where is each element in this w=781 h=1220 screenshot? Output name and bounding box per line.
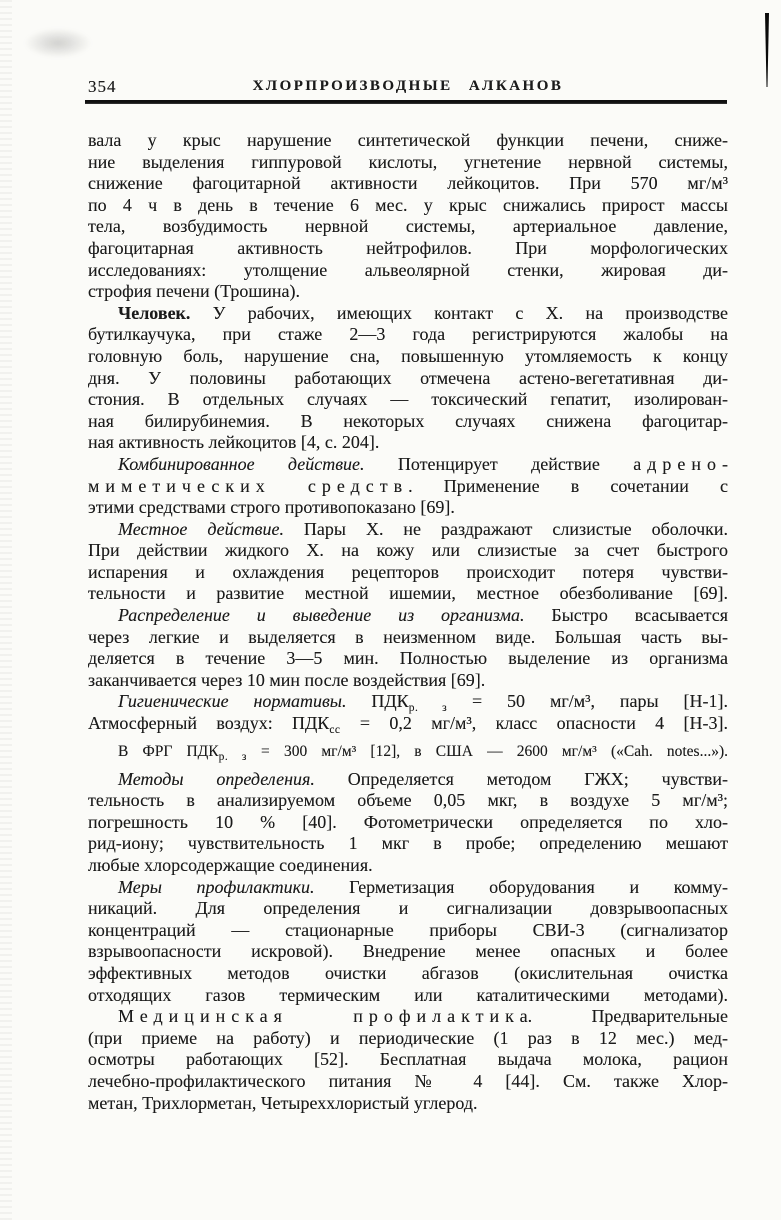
text-run: = 300 мг/м³ [12], в США — 2600 мг/м³ («Cah. notes...»). <box>246 742 728 760</box>
subscript-run: р. з <box>218 750 247 763</box>
text-run: (при приеме на работу) и периодические (1 раз в 12 мес.) мед- <box>88 1027 728 1048</box>
text-run: тельность в анализируемом объеме 0,05 мкг, в воздухе 5 мг/м³; <box>88 790 728 811</box>
text-run: У рабочих, имеющих контакт с Х. на производстве <box>190 302 728 323</box>
text-run: = 0,2 мг/м³, класс опасности 4 [Н-3]. <box>340 713 728 734</box>
text-run: заканчивается через 10 мин после воздействия [69]. <box>88 669 486 690</box>
text-line <box>88 742 728 762</box>
text-run: При действии жидкого Х. на кожу или слизистые за счет быстрого <box>88 540 728 561</box>
text-run: рид-иону; чувствительность 1 мкг в пробе; определению мешают <box>88 833 728 854</box>
text-line <box>88 368 728 390</box>
scan-artifact-line <box>765 13 769 87</box>
text-line <box>88 130 728 152</box>
text-line <box>88 346 728 368</box>
text-line <box>88 281 728 303</box>
text-line <box>88 1071 728 1093</box>
running-header <box>88 76 728 98</box>
text-run: Методы определения. <box>118 768 315 789</box>
text-line <box>88 238 728 260</box>
text-line <box>88 670 728 692</box>
text-run: Распределение и выведение из организма. <box>118 605 525 626</box>
text-line <box>88 1006 728 1028</box>
running-head-title: ХЛОРПРОИЗВОДНЫЕ АЛКАНОВ <box>252 78 564 94</box>
text-line <box>88 476 728 498</box>
text-run: Местное действие. <box>118 518 284 539</box>
text-line <box>88 260 728 282</box>
text-run: по 4 ч в день в течение 6 мес. у крыс снижались прирост массы <box>88 194 728 215</box>
paragraph-local-action <box>88 519 728 605</box>
text-line <box>88 152 728 174</box>
text-line <box>88 941 728 963</box>
text-run: любые хлорсодержащие соединения. <box>88 855 373 875</box>
text-line <box>88 540 728 562</box>
text-run: В ФРГ ПДК <box>118 742 219 760</box>
text-run: головную боль, нарушение сна, повышенную утомляемость к концу <box>88 345 728 366</box>
paragraph-hygienic-standards <box>88 691 728 737</box>
text-run: Человек. <box>118 302 191 323</box>
text-run: осмотры работающих [52]. Бесплатная выдача молока, рацион <box>88 1049 728 1070</box>
text-run: строфия печени (Трошина). <box>88 281 301 302</box>
text-run: взрывоопасности искровой). Внедрение менее опасных и более <box>88 941 728 962</box>
paragraph-human <box>88 303 728 454</box>
text-line <box>88 627 728 649</box>
text-run: концентраций — стационарные приборы СВИ-3 (сигнализатор <box>88 919 728 940</box>
text-line <box>88 812 728 834</box>
text-line <box>88 432 728 454</box>
text-line <box>88 1049 728 1071</box>
text-line <box>88 453 734 476</box>
text-line <box>88 855 728 877</box>
text-run: дня. У половины работающих отмечена астено-вегетативная ди- <box>88 367 728 388</box>
text-run: снижение фагоцитарной активности лейкоцитов. При 570 мг/м³ <box>88 173 728 194</box>
text-line <box>88 324 728 346</box>
text-line <box>88 963 728 985</box>
text-line <box>88 562 728 584</box>
subscript-run: сс <box>329 724 341 737</box>
text-line <box>88 303 728 325</box>
text-run: Герметизация оборудования и комму- <box>314 876 728 897</box>
paragraph-prevention-measures <box>88 877 728 1007</box>
text-run: Определяется методом ГЖХ; чувстви- <box>314 768 728 789</box>
paragraph-toxicity-continuation <box>88 130 728 303</box>
text-line <box>88 1093 728 1115</box>
text-run: вала у крыс нарушение синтетической функции печени, сниже- <box>88 130 728 150</box>
text-run: ние выделения гиппуровой кислоты, угнетение нервной системы, <box>88 151 728 172</box>
text-run: метан, Трихлорметан, Четыреххлористый углерод. <box>88 1092 478 1113</box>
text-line <box>88 1028 728 1050</box>
text-run: Гигиенические нормативы. <box>118 691 347 712</box>
text-line <box>88 877 728 899</box>
text-line <box>88 389 728 411</box>
text-line <box>88 583 728 605</box>
text-run: испарения и охлаждения рецепторов происходит потеря чувстви- <box>88 561 728 582</box>
text-line <box>88 216 728 238</box>
text-run: никаций. Для определения и сигнализации довзрывоопасных <box>88 898 728 919</box>
text-run: ная билирубинемия. В некоторых случаях снижена фагоцитар- <box>88 410 728 431</box>
text-run: лечебно-профилактического питания № 4 [44]. См. также Хлор- <box>88 1070 728 1091</box>
text-run: Быстро всасывается <box>524 605 728 626</box>
text-line <box>88 985 728 1007</box>
text-run: миметических средств. <box>88 475 419 496</box>
text-run: Меры профилактики. <box>118 876 315 897</box>
paragraph-distribution-excretion <box>88 605 728 691</box>
text-run: погрешность 10 % [40]. Фотометрически определяется по хло- <box>88 811 728 832</box>
text-run: бутилкаучука, при стаже 2—3 года регистрируются жалобы на <box>88 324 728 345</box>
text-run: через легкие и выделяется в неизменном виде. Большая часть вы- <box>88 626 728 647</box>
text-run: исследованиях: утолщение альвеолярной стенки, жировая ди- <box>88 259 728 280</box>
paragraph-combined-action <box>88 453 734 519</box>
paragraph-determination-methods <box>88 769 728 877</box>
text-run: этими средствами строго противопоказано [69]. <box>88 497 455 518</box>
header-rule <box>85 100 727 104</box>
text-run: Комбинированное действие. <box>118 453 365 474</box>
text-line <box>88 605 728 627</box>
text-run: тела, возбудимость нервной системы, артериальное давление, <box>88 216 728 237</box>
text-line <box>88 769 728 791</box>
text-line <box>88 713 728 735</box>
text-run: Атмосферный воздух: ПДК <box>88 713 330 734</box>
text-run: Медицинская профилактика <box>118 1006 534 1027</box>
subscript-run: р. з <box>408 702 448 715</box>
text-line <box>88 411 728 433</box>
text-run: эффективных методов очистки абгазов (окислительная очистка <box>88 962 728 983</box>
text-run: адрено- <box>633 453 734 474</box>
text-line <box>88 691 728 713</box>
scan-edge-noise <box>0 0 12 1220</box>
text-run: стония. В отдельных случаях — токсический гепатит, изолирован- <box>88 389 728 410</box>
text-run: отходящих газов термическим или каталитическими методами). <box>88 984 728 1005</box>
text-line <box>88 648 728 670</box>
text-run: деляется в течение 3—5 мин. Полностью выделение из организма <box>88 648 728 669</box>
text-run: = 50 мг/м³, пары [Н-1]. <box>447 691 728 712</box>
text-run: ПДК <box>346 691 409 712</box>
text-run: ная активность лейкоцитов [4, с. 204]. <box>88 432 380 453</box>
text-run: фагоцитарная активность нейтрофилов. При морфологических <box>88 237 728 258</box>
text-run: Пары Х. не раздражают слизистые оболочки. <box>283 518 728 539</box>
page-number: 354 <box>88 77 117 96</box>
paragraph-foreign-standards <box>88 742 728 762</box>
scan-smudge <box>24 28 92 58</box>
text-line <box>88 898 728 920</box>
text-line <box>88 833 728 855</box>
text-run: Применение в сочетании с <box>412 475 729 496</box>
text-line <box>88 173 728 195</box>
text-line <box>88 195 728 217</box>
text-line <box>88 790 728 812</box>
text-line <box>88 920 728 942</box>
text-run: Потенцирует действие <box>364 453 634 474</box>
text-run: тельности и развитие местной ишемии, местное обезболивание [69]. <box>88 583 728 604</box>
text-run: . Предварительные <box>527 1006 728 1027</box>
text-line <box>88 497 728 519</box>
page-body <box>88 130 734 1114</box>
text-line <box>88 519 728 541</box>
paragraph-medical-prevention <box>88 1006 728 1114</box>
